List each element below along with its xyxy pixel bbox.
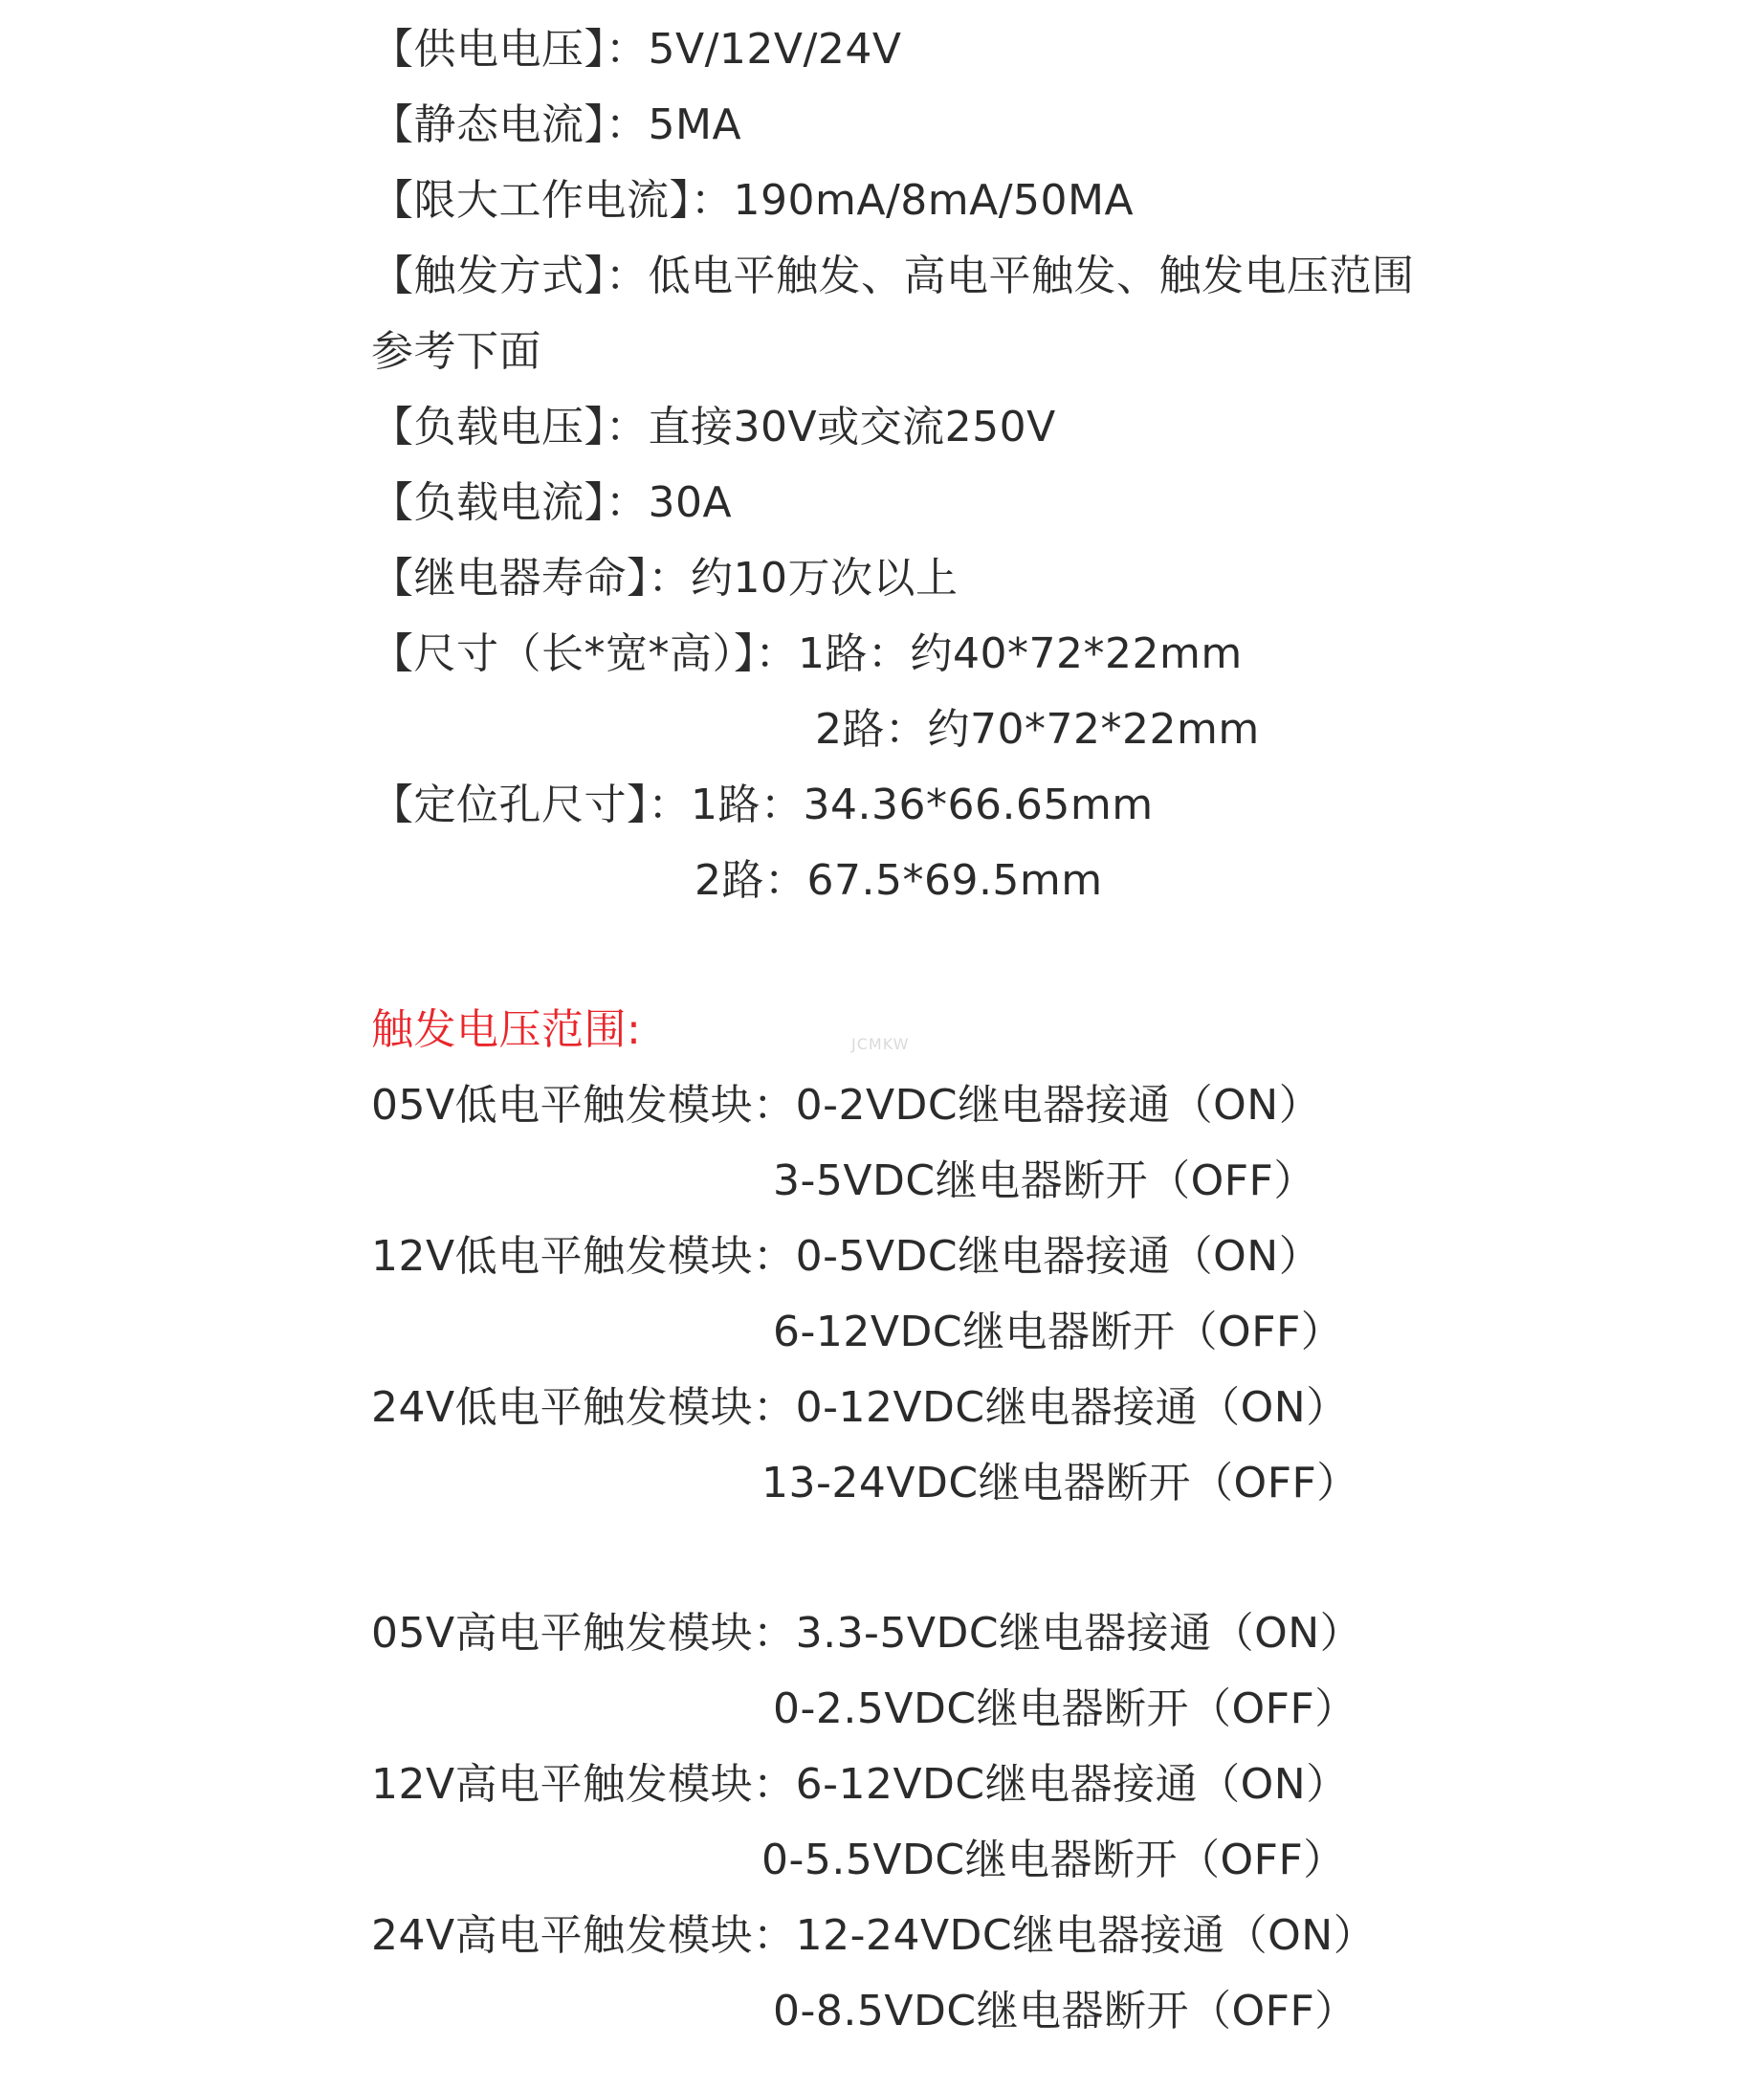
trigger-range-heading: 触发电压范围: <box>371 1005 642 1054</box>
spec-load-voltage: 【负载电压】：直接30V或交流250V <box>371 403 1056 451</box>
spec-size-2ch: 2路：约70*72*22mm <box>815 705 1260 754</box>
high-trigger-12v-off: 0-5.5VDC继电器断开（OFF） <box>761 1836 1346 1884</box>
spec-supply-voltage: 【供电电压】：5V/12V/24V <box>371 25 902 74</box>
low-trigger-24v-off: 13-24VDC继电器断开（OFF） <box>761 1459 1359 1507</box>
high-trigger-12v-on: 12V高电平触发模块：6-12VDC继电器接通（ON） <box>371 1760 1349 1809</box>
spec-trigger-mode: 【触发方式】：低电平触发、高电平触发、触发电压范围 <box>371 252 1415 300</box>
high-trigger-24v-on: 24V高电平触发模块：12-24VDC继电器接通（ON） <box>371 1911 1377 1960</box>
spec-relay-life: 【继电器寿命】：约10万次以上 <box>371 554 959 603</box>
spec-quiescent-current: 【静态电流】：5MA <box>371 100 742 149</box>
spec-max-working-current: 【限大工作电流】：190mA/8mA/50MA <box>371 176 1135 225</box>
low-trigger-12v-off: 6-12VDC继电器断开（OFF） <box>773 1308 1344 1356</box>
low-trigger-05v-off: 3-5VDC继电器断开（OFF） <box>773 1156 1316 1205</box>
low-trigger-24v-on: 24V低电平触发模块：0-12VDC继电器接通（ON） <box>371 1383 1349 1432</box>
spec-size-1ch: 【尺寸（长*宽*高）】：1路：约40*72*22mm <box>371 629 1243 678</box>
watermark: JCMKW <box>851 1035 910 1053</box>
high-trigger-05v-on: 05V高电平触发模块：3.3-5VDC继电器接通（ON） <box>371 1609 1363 1658</box>
spec-load-current: 【负载电流】：30A <box>371 478 733 527</box>
high-trigger-05v-off: 0-2.5VDC继电器断开（OFF） <box>773 1684 1357 1733</box>
spec-hole-1ch: 【定位孔尺寸】：1路：34.36*66.65mm <box>371 781 1154 829</box>
spec-hole-2ch: 2路：67.5*69.5mm <box>695 856 1103 905</box>
low-trigger-05v-on: 05V低电平触发模块：0-2VDC继电器接通（ON） <box>371 1081 1322 1130</box>
low-trigger-12v-on: 12V低电平触发模块：0-5VDC继电器接通（ON） <box>371 1232 1322 1281</box>
high-trigger-24v-off: 0-8.5VDC继电器断开（OFF） <box>773 1987 1357 2035</box>
spec-trigger-mode-cont: 参考下面 <box>371 327 541 376</box>
